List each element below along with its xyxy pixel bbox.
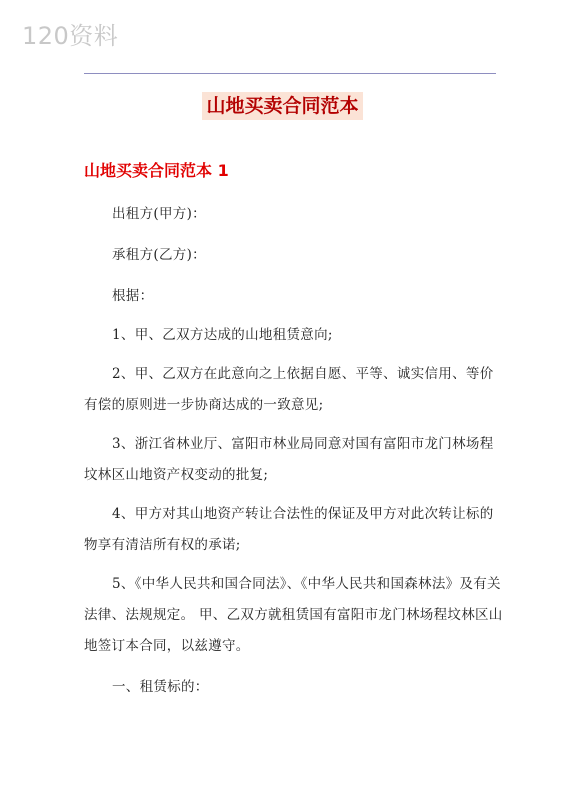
paragraph-lessee: 承租方(乙方)： <box>112 247 206 263</box>
paragraph-basis: 根据： <box>112 288 154 304</box>
paragraph-item-4: 4、甲方对其山地资产转让合法性的保证及甲方对此次转让标的物享有清洁所有权的承诺; <box>84 506 494 553</box>
paragraph-item-3: 3、浙江省林业厅、富阳市林业局同意对国有富阳市龙门林场程坟林区山地资产权变动的批复; <box>84 436 494 483</box>
paragraph-item-5: 5、《中华人民共和国合同法》、《中华人民共和国森林法》及有关法律、法规规定。 甲、乙双方就租赁国有富阳市龙门林场程坟林区山地签订本合同，以兹遵守。 <box>84 576 503 654</box>
paragraph-item-1: 1、甲、乙双方达成的山地租赁意向; <box>112 327 333 343</box>
paragraph-item-2: 2、甲、乙双方在此意向之上依据自愿、平等、诚实信用、等价有偿的原则进一步协商达成的一致意见; <box>84 366 494 413</box>
watermark: 120资料 <box>22 22 119 50</box>
document-title-wrap <box>0 92 565 120</box>
paragraph-lessor: 出租方(甲方)： <box>112 206 206 222</box>
paragraph-clause-1: 一、租赁标的： <box>112 679 209 695</box>
section-title: 山地买卖合同范本 1 <box>84 161 229 180</box>
document-title: 山地买卖合同范本 <box>202 92 362 120</box>
header-divider <box>84 73 496 74</box>
